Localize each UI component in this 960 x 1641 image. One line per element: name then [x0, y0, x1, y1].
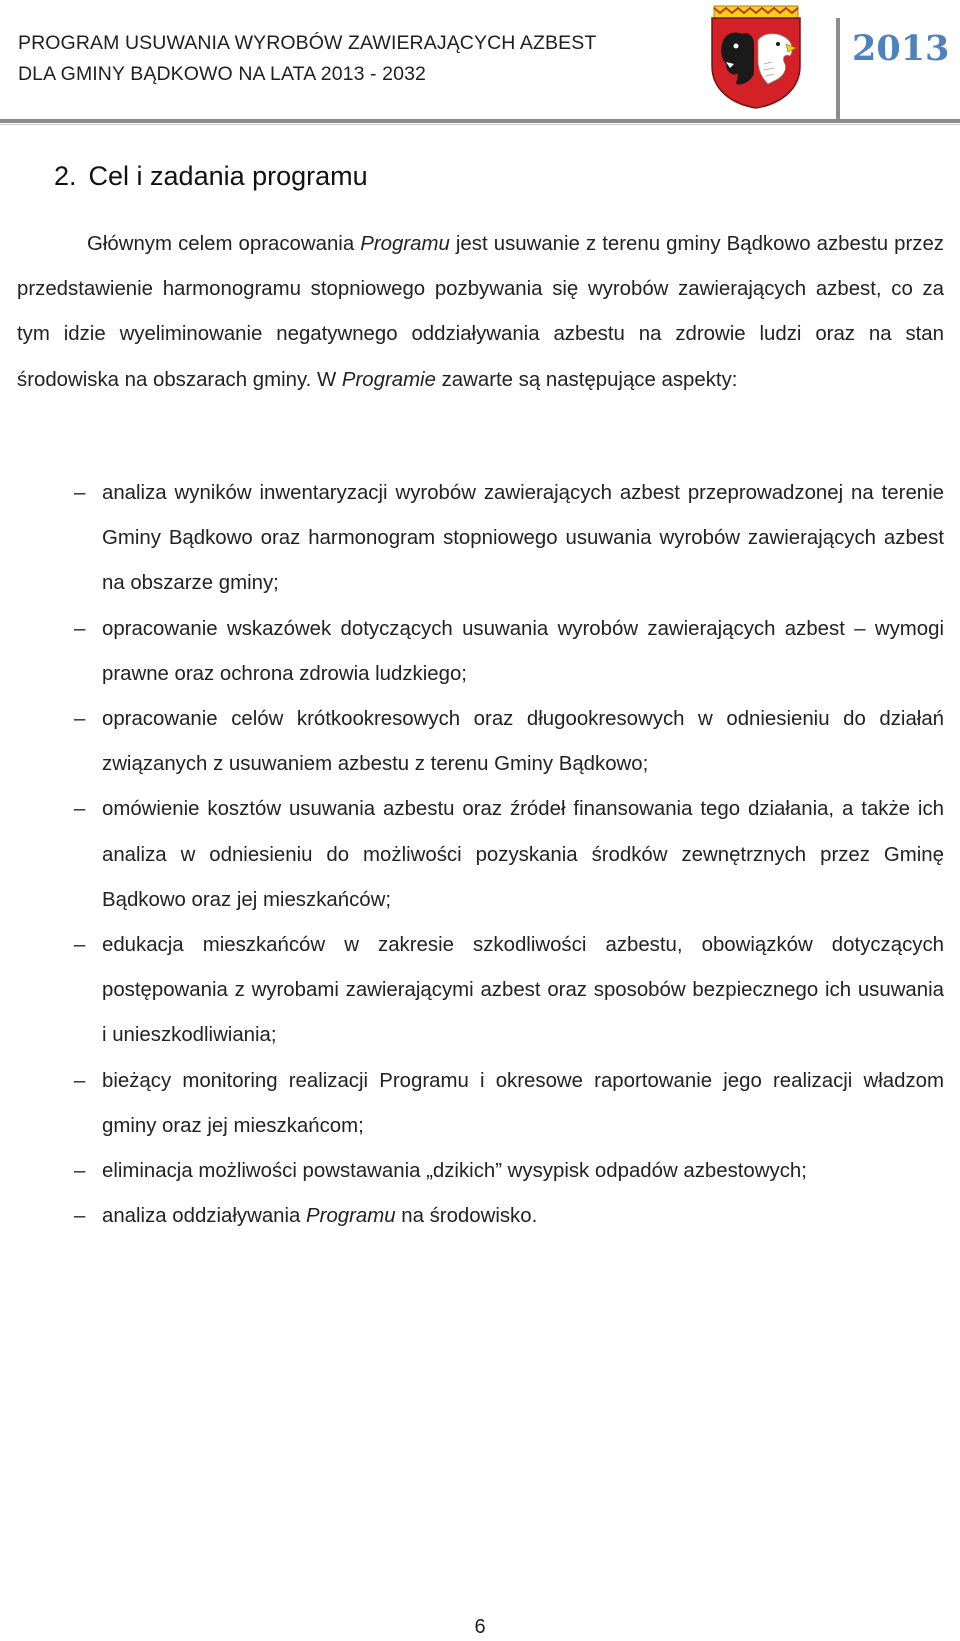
list-item	[0, 471, 960, 607]
header-vertical-divider	[836, 18, 840, 121]
header-rule	[0, 119, 960, 123]
dash-bullet-icon: –	[74, 482, 86, 504]
list-item	[0, 1194, 960, 1239]
list-item-text: edukacja mieszkańców w zakresie szkodliwości azbestu, obowiązków dotyczących postępowania z wyrobami zawierającymi azbest oraz sposobów bezpiecznego ich usuwania i unieszkodliwiania;	[102, 934, 944, 1047]
list-item	[0, 1149, 960, 1194]
dash-bullet-icon: –	[74, 617, 86, 640]
section-number: 2.	[54, 161, 77, 191]
document-title-line-1: PROGRAM USUWANIA WYROBÓW ZAWIERAJĄCYCH AZBEST	[18, 32, 597, 54]
dash-bullet-icon: –	[74, 1160, 86, 1183]
list-item-text: analiza wyników inwentaryzacji wyrobów zawierających azbest przeprowadzonej na terenie Gminy Bądkowo oraz harmonogram stopniowego usuwania wyrobów zawierających azbest na obszarze gminy;	[102, 482, 944, 595]
intro-italic-programu: Programu	[360, 233, 450, 255]
intro-text-3: zawarte są następujące aspekty:	[435, 368, 738, 391]
list-item-text: opracowanie celów krótkookresowych oraz długookresowych w odniesieniu do działań związanych z usuwaniem azbestu z terenu Gminy Bądkowo;	[102, 708, 944, 776]
list-item	[0, 923, 960, 1059]
page-number: 6	[474, 1616, 486, 1638]
header-rule-thin	[0, 124, 960, 125]
document-title-line-2: DLA GMINY BĄDKOWO NA LATA 2013 - 2032	[18, 63, 426, 85]
dash-bullet-icon: –	[74, 798, 86, 821]
list-item	[0, 697, 960, 787]
list-item-text	[102, 1194, 944, 1239]
intro-text-1: Głównym celem opracowania	[87, 233, 361, 255]
dash-bullet-icon: –	[74, 934, 86, 957]
last-item-italic: Programu	[306, 1205, 396, 1228]
dash-bullet-icon: –	[74, 1069, 86, 1092]
list-item-text: bieżący monitoring realizacji Programu i okresowe raportowanie jego realizacji władzom gminy oraz jej mieszkańcom;	[102, 1069, 944, 1137]
section-title: Cel i zadania programu	[88, 161, 368, 191]
coat-of-arms-icon	[708, 4, 804, 110]
last-item-text-2: na środowisko.	[395, 1205, 538, 1228]
header-year: 2013	[852, 28, 950, 69]
list-item-text: omówienie kosztów usuwania azbestu oraz źródeł finansowania tego działania, a także ich analiza w odniesieniu do możliwości pozyskania środków zewnętrznych przez Gminę Bądkowo oraz jej mieszkańców;	[102, 798, 944, 911]
intro-text-2: jest usuwanie z terenu gminy Bądkowo azbestu przez przedstawienie harmonogramu stopniowego pozbywania się wyrobów zawierających azbest, co za tym idzie wyeliminowanie negatywnego oddziaływania azbestu na zdrowie ludzi oraz na stan środowiska na obszarach gminy. W	[17, 233, 944, 391]
intro-italic-programie: Programie	[341, 368, 436, 391]
list-item	[0, 1059, 960, 1149]
list-item-text: eliminacja możliwości powstawania „dzikich” wysypisk odpadów azbestowych;	[102, 1160, 807, 1183]
aspects-list	[0, 471, 960, 1239]
dash-bullet-icon: –	[74, 708, 86, 731]
document-title	[18, 28, 596, 90]
list-item	[0, 607, 960, 697]
last-item-text-1: analiza oddziaływania	[102, 1205, 307, 1228]
intro-paragraph	[17, 222, 944, 403]
list-item	[0, 787, 960, 923]
list-item-text: opracowanie wskazówek dotyczących usuwania wyrobów zawierających azbest – wymogi prawne oraz ochrona zdrowia ludzkiego;	[102, 617, 944, 685]
dash-bullet-icon: –	[74, 1205, 86, 1228]
page-header	[0, 0, 960, 128]
section-heading	[54, 155, 368, 197]
